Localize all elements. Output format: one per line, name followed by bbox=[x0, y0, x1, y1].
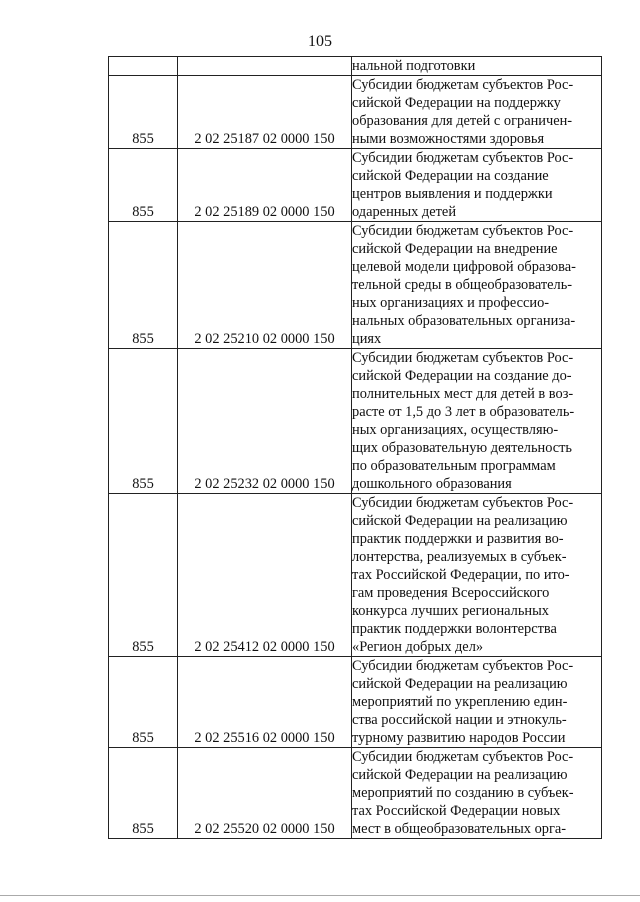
income-name-line: целевой модели цифровой образова- bbox=[352, 259, 576, 275]
income-name-line: ных организациях, осуществляю- bbox=[352, 422, 559, 438]
table-row bbox=[109, 494, 602, 657]
income-name-line: Субсидии бюджетам субъектов Рос- bbox=[352, 658, 574, 674]
income-name-line: мест в общеобразовательных орга- bbox=[352, 821, 567, 837]
income-name-line: Субсидии бюджетам субъектов Рос- bbox=[352, 495, 574, 511]
income-name-line: циях bbox=[352, 331, 382, 347]
income-name-line: «Регион добрых дел» bbox=[352, 639, 484, 655]
income-name-line: Субсидии бюджетам субъектов Рос- bbox=[352, 350, 574, 366]
budget-code-cell: 2 02 25210 02 0000 150 bbox=[178, 222, 352, 349]
income-name-line: тах Российской Федерации новых bbox=[352, 803, 561, 819]
admin-code-cell: 855 bbox=[109, 149, 178, 222]
footer-rule bbox=[0, 895, 640, 896]
income-name-line: ными возможностями здоровья bbox=[352, 131, 545, 147]
income-name-line: полнительных мест для детей в воз- bbox=[352, 386, 574, 402]
income-name-line: мероприятий по укреплению един- bbox=[352, 694, 568, 710]
income-name-cell bbox=[352, 57, 602, 76]
admin-code-cell: 855 bbox=[109, 222, 178, 349]
income-name-line: ных организациях и профессио- bbox=[352, 295, 550, 311]
income-name-cell bbox=[352, 149, 602, 222]
income-name-line: дошкольного образования bbox=[352, 476, 512, 492]
income-name-line: Субсидии бюджетам субъектов Рос- bbox=[352, 150, 574, 166]
income-name-line: практик поддержки и развития во- bbox=[352, 531, 564, 547]
table-body bbox=[109, 57, 602, 839]
income-name-line: образования для детей с ограничен- bbox=[352, 113, 573, 129]
table-row bbox=[109, 657, 602, 748]
budget-code-cell: 2 02 25412 02 0000 150 bbox=[178, 494, 352, 657]
admin-code-cell: 855 bbox=[109, 494, 178, 657]
income-name-line: сийской Федерации на реализацию bbox=[352, 676, 568, 692]
income-name-line: турному развитию народов России bbox=[352, 730, 566, 746]
page-number: 105 bbox=[308, 33, 332, 50]
income-name-cell bbox=[352, 657, 602, 748]
admin-code-cell: 855 bbox=[109, 657, 178, 748]
income-name-line: практик поддержки волонтерства bbox=[352, 621, 557, 637]
budget-code-cell: 2 02 25189 02 0000 150 bbox=[178, 149, 352, 222]
admin-code-cell: 855 bbox=[109, 76, 178, 149]
income-name-line: Субсидии бюджетам субъектов Рос- bbox=[352, 223, 574, 239]
income-name-line: нальной подготовки bbox=[352, 58, 476, 74]
budget-classification-table bbox=[108, 56, 602, 839]
budget-code-cell: 2 02 25187 02 0000 150 bbox=[178, 76, 352, 149]
income-name-line: щих образовательную деятельность bbox=[352, 440, 572, 456]
income-name-line: сийской Федерации на создание до- bbox=[352, 368, 572, 384]
income-name-line: нальных образовательных организа- bbox=[352, 313, 576, 329]
income-name-line: по образовательным программам bbox=[352, 458, 556, 474]
income-name-line: сийской Федерации на реализацию bbox=[352, 513, 568, 529]
budget-code-cell: 2 02 25520 02 0000 150 bbox=[178, 748, 352, 839]
income-name-cell bbox=[352, 349, 602, 494]
table-row bbox=[109, 57, 602, 76]
income-name-line: мероприятий по созданию в субъек- bbox=[352, 785, 574, 801]
income-name-line: сийской Федерации на реализацию bbox=[352, 767, 568, 783]
admin-code-cell: 855 bbox=[109, 349, 178, 494]
income-name-line: одаренных детей bbox=[352, 204, 457, 220]
admin-code-cell: 855 bbox=[109, 748, 178, 839]
budget-code-cell: 2 02 25232 02 0000 150 bbox=[178, 349, 352, 494]
income-name-line: сийской Федерации на поддержку bbox=[352, 95, 561, 111]
budget-code-cell bbox=[178, 57, 352, 76]
admin-code-cell bbox=[109, 57, 178, 76]
income-name-line: расте от 1,5 до 3 лет в образователь- bbox=[352, 404, 575, 420]
income-name-cell bbox=[352, 494, 602, 657]
table-row bbox=[109, 76, 602, 149]
budget-code-cell: 2 02 25516 02 0000 150 bbox=[178, 657, 352, 748]
table-row bbox=[109, 748, 602, 839]
table-row bbox=[109, 222, 602, 349]
income-name-cell bbox=[352, 76, 602, 149]
income-name-line: Субсидии бюджетам субъектов Рос- bbox=[352, 77, 574, 93]
income-name-line: сийской Федерации на внедрение bbox=[352, 241, 558, 257]
income-name-line: конкурса лучших региональных bbox=[352, 603, 549, 619]
income-name-line: центров выявления и поддержки bbox=[352, 186, 553, 202]
income-name-line: лонтерства, реализуемых в субъек- bbox=[352, 549, 567, 565]
income-name-line: ства российской нации и этнокуль- bbox=[352, 712, 567, 728]
table-row bbox=[109, 349, 602, 494]
income-name-line: гам проведения Всероссийского bbox=[352, 585, 550, 601]
income-name-line: Субсидии бюджетам субъектов Рос- bbox=[352, 749, 574, 765]
income-name-line: сийской Федерации на создание bbox=[352, 168, 549, 184]
income-name-cell bbox=[352, 748, 602, 839]
table-row bbox=[109, 149, 602, 222]
income-name-line: тах Российской Федерации, по ито- bbox=[352, 567, 570, 583]
income-name-cell bbox=[352, 222, 602, 349]
income-name-line: тельной среды в общеобразователь- bbox=[352, 277, 573, 293]
